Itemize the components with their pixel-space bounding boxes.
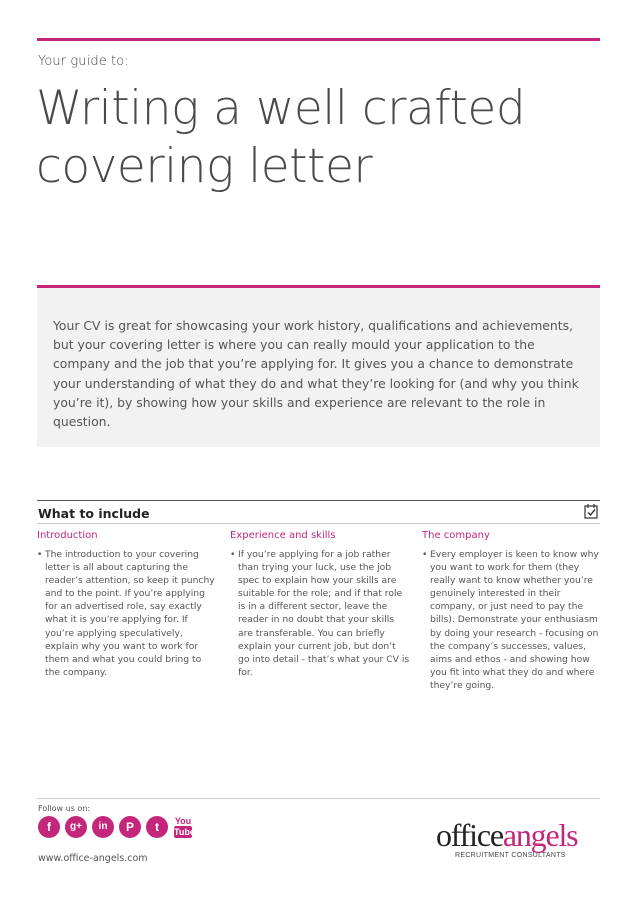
bullet-marker: • (37, 549, 43, 560)
column-experience-skills (230, 530, 410, 679)
column-bullet-item (37, 548, 217, 679)
calendar-check-icon (584, 503, 598, 519)
column-heading: Introduction (37, 530, 98, 541)
facebook-icon[interactable]: f (38, 816, 60, 838)
section-subdivider (37, 523, 600, 524)
intro-box (37, 288, 600, 447)
youtube-bottom-text: Tube (174, 827, 195, 837)
title-line-1: Writing a well crafted (36, 81, 526, 136)
guide-label: Your guide to: (38, 54, 129, 69)
bullet-marker: • (230, 549, 236, 560)
google-plus-icon[interactable]: g+ (65, 816, 87, 838)
bullet-marker: • (422, 549, 428, 560)
follow-label: Follow us on: (38, 804, 91, 813)
top-divider (37, 38, 600, 41)
twitter-icon[interactable]: t (146, 816, 168, 838)
office-angels-logo (436, 817, 602, 865)
section-title: What to include (38, 506, 150, 521)
intro-text: Your CV is great for showcasing your work history, qualifications and achievements, but your covering letter is where you can really mould your application to the company and the job that you’re applying for. It gives you a chance to demonstrate your understanding of what they do and what they’re looking for (and why you think you’re it), by showing how your skills and experience are relevant to the role in question. (53, 318, 579, 430)
section-divider (37, 500, 600, 501)
column-company (422, 530, 602, 692)
column-heading: Experience and skills (230, 530, 336, 541)
column-bullet-item (230, 548, 410, 679)
logo-angels-text: angels (502, 817, 578, 853)
column-text: Every employer is keen to know why you want to work for them (they really want to know whether you’re genuinely interested in their company, or just need to pay the bills). Demonstrate your enthusiasm by doing your research - focusing on the company’s successes, values, aims and ethos - and showing how you fit into what they do and where they’re going. (430, 549, 599, 691)
footer-divider (37, 798, 600, 799)
title-line-2: covering letter (36, 139, 373, 194)
website-link[interactable]: www.office-angels.com (38, 853, 148, 864)
column-bullet-item (422, 548, 602, 692)
column-introduction (37, 530, 217, 679)
pinterest-icon[interactable]: P (119, 816, 141, 838)
logo-office-text: office (436, 817, 503, 853)
page-title (36, 80, 626, 196)
column-text: The introduction to your covering letter is all about capturing the reader’s attention, so keep it punchy and to the point. If you’re applying for an advertised role, say exactly what it is you’re applying for. If you’re applying speculatively, explain why you want to work for them and what you could bring to the company. (45, 549, 215, 678)
column-text: If you’re applying for a job rather than trying your luck, use the job spec to explain how your skills are suitable for the role; and if that role is in a different sector, leave the reader in no doubt that your skills are transferable. You can briefly explain your current job, but don’t go into detail - that’s what your CV is for. (238, 549, 410, 678)
youtube-icon[interactable] (174, 816, 195, 840)
linkedin-icon[interactable]: in (92, 816, 114, 838)
column-heading: The company (422, 530, 490, 541)
youtube-top-text: You (174, 816, 192, 826)
logo-subtitle: RECRUITMENT CONSULTANTS (455, 852, 566, 859)
